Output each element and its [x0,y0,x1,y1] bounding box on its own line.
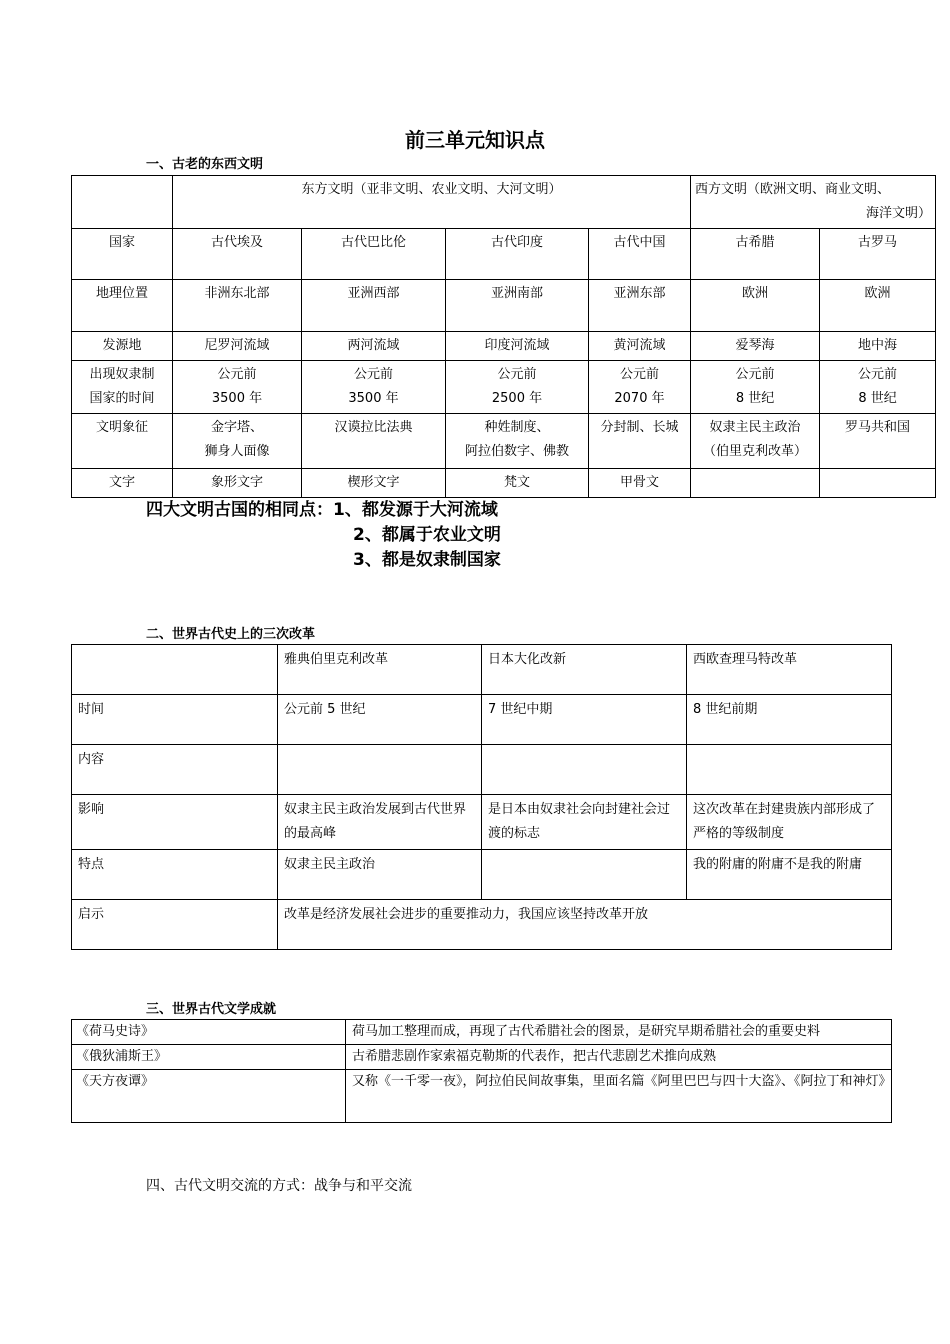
similarity-line-1 [146,495,498,520]
table-cell [278,745,482,795]
table-cell [687,745,892,795]
table-cell: 奴隶主民主政治 [278,850,482,900]
table-cell: 8 世纪前期 [687,695,892,745]
row-impact [72,795,892,850]
cell-line: 公元前 [735,367,775,382]
cell-line: 分封制、长城 [600,420,679,435]
table-cell: 古代中国 [589,229,691,280]
similarity-point: 3、都是奴隶制国家 [353,550,501,570]
row-label-line: 出现奴隶制 [89,367,155,382]
table-cell: 欧洲 [820,280,936,332]
table-cell: 古罗马 [820,229,936,280]
work-desc: 荷马加工整理而成，再现了古代希腊社会的图景，是研究早期希腊社会的重要史料 [346,1020,892,1045]
table-cell: 古希腊 [691,229,820,280]
table-cell [691,361,820,414]
table-cell [302,361,446,414]
cell-line: 公元前 [497,367,537,382]
page-title: 前三单元知识点 [405,128,545,152]
east-header: 东方文明（亚非文明、农业文明、大河文明） [173,176,691,229]
table-cell [482,745,687,795]
table-cell: 亚洲东部 [589,280,691,332]
table-cell: 非洲东北部 [173,280,302,332]
row-label: 内容 [72,745,278,795]
row-label: 发源地 [72,332,173,361]
work-title: 《荷马史诗》 [72,1020,346,1045]
west-header-line2: 海洋文明） [866,206,932,221]
table-cell: 是日本由奴隶社会向封建社会过渡的标志 [482,795,687,850]
literature-table [71,1019,892,1123]
row-label [72,361,173,414]
table-cell: 公元前 5 世纪 [278,695,482,745]
table-cell [691,469,820,498]
table-cell [820,414,936,469]
row-label: 特点 [72,850,278,900]
table-cell: 改革是经济发展社会进步的重要推动力，我国应该坚持改革开放 [278,900,892,950]
cell-line: 罗马共和国 [845,420,911,435]
row-time [72,695,892,745]
table-cell: 亚洲西部 [302,280,446,332]
west-header [691,176,936,229]
table-cell: 甲骨文 [589,469,691,498]
table-cell: 这次改革在封建贵族内部形成了严格的等级制度 [687,795,892,850]
table-cell: 7 世纪中期 [482,695,687,745]
cell-line: 阿拉伯数字、佛教 [464,444,569,459]
table-cell [820,361,936,414]
row-symbol [72,414,936,469]
row-label: 文字 [72,469,173,498]
work-desc: 古希腊悲剧作家索福克勒斯的代表作，把古代悲剧艺术推向成熟 [346,1045,892,1070]
table-cell [302,414,446,469]
table-cell [446,414,589,469]
table-cell: 地中海 [820,332,936,361]
cell-line: 狮身人面像 [204,444,270,459]
table-cell: 我的附庸的附庸不是我的附庸 [687,850,892,900]
cell-line: 金字塔、 [210,420,263,435]
cell-line: 种姓制度、 [484,420,550,435]
cell-line: 8 世纪 [858,391,897,406]
cell-line: 奴隶主民主政治 [709,420,801,435]
table-cell [691,414,820,469]
work-title: 《天方夜谭》 [72,1070,346,1123]
cell-line: 3500 年 [211,391,263,406]
corner-cell [72,176,173,229]
civilization-table [71,175,936,498]
cell-line: 公元前 [858,367,898,382]
table-cell: 象形文字 [173,469,302,498]
row-label: 文明象征 [72,414,173,469]
column-header: 日本大化改新 [482,645,687,695]
similarity-prefix: 四大文明古国的相同点： [146,500,333,520]
section-3-heading: 三、世界古代文学成就 [146,1002,277,1017]
table-cell [589,361,691,414]
table-cell: 亚洲南部 [446,280,589,332]
table-cell: 两河流域 [302,332,446,361]
similarity-point: 2、都属于农业文明 [353,525,501,545]
row-label: 时间 [72,695,278,745]
table-cell: 古代巴比伦 [302,229,446,280]
table-cell: 古代印度 [446,229,589,280]
cell-line: 2070 年 [614,391,665,406]
corner-cell [72,645,278,695]
cell-line: 2500 年 [491,391,543,406]
row-label: 国家 [72,229,173,280]
cell-line: 8 世纪 [735,391,775,406]
work-desc: 又称《一千零一夜》，阿拉伯民间故事集，里面名篇《阿里巴巴与四十大盗》、《阿拉丁和神灯》 [346,1070,892,1123]
table-cell: 印度河流域 [446,332,589,361]
cell-line: 汉谟拉比法典 [334,420,413,435]
cell-line: （伯里克利改革） [703,444,808,459]
row-country [72,229,936,280]
table-cell: 爱琴海 [691,332,820,361]
row-origin [72,332,936,361]
row-inspiration [72,900,892,950]
row-label: 影响 [72,795,278,850]
table-cell: 尼罗河流域 [173,332,302,361]
cell-line: 3500 年 [348,391,399,406]
row-script [72,469,936,498]
literature-row [72,1045,892,1070]
row-label: 地理位置 [72,280,173,332]
table-cell: 楔形文字 [302,469,446,498]
table-cell [820,469,936,498]
table-cell [446,361,589,414]
table-cell [589,414,691,469]
row-label-line: 国家的时间 [89,391,155,406]
section-4-text: 四、古代文明交流的方式：战争与和平交流 [146,1178,412,1194]
literature-row [72,1070,892,1123]
work-title: 《俄狄浦斯王》 [72,1045,346,1070]
table-cell [173,361,302,414]
table-cell: 黄河流域 [589,332,691,361]
section-1-heading: 一、古老的东西文明 [146,157,264,172]
section-2-heading: 二、世界古代史上的三次改革 [146,627,316,642]
row-slavery-time [72,361,936,414]
cell-line: 公元前 [217,367,257,382]
column-header: 雅典伯里克利改革 [278,645,482,695]
row-location [72,280,936,332]
table-cell: 古代埃及 [173,229,302,280]
reform-table [71,644,892,950]
table-cell [173,414,302,469]
table-cell: 欧洲 [691,280,820,332]
literature-row [72,1020,892,1045]
column-header: 西欧查理马特改革 [687,645,892,695]
similarity-point: 1、都发源于大河流域 [333,500,498,520]
cell-line: 公元前 [620,367,660,382]
row-content [72,745,892,795]
west-header-line1: 西方文明（欧洲文明、商业文明、 [695,182,891,197]
row-label: 启示 [72,900,278,950]
cell-line: 公元前 [353,367,393,382]
table-cell [482,850,687,900]
table-cell: 奴隶主民主政治发展到古代世界的最高峰 [278,795,482,850]
table-cell: 梵文 [446,469,589,498]
row-feature [72,850,892,900]
